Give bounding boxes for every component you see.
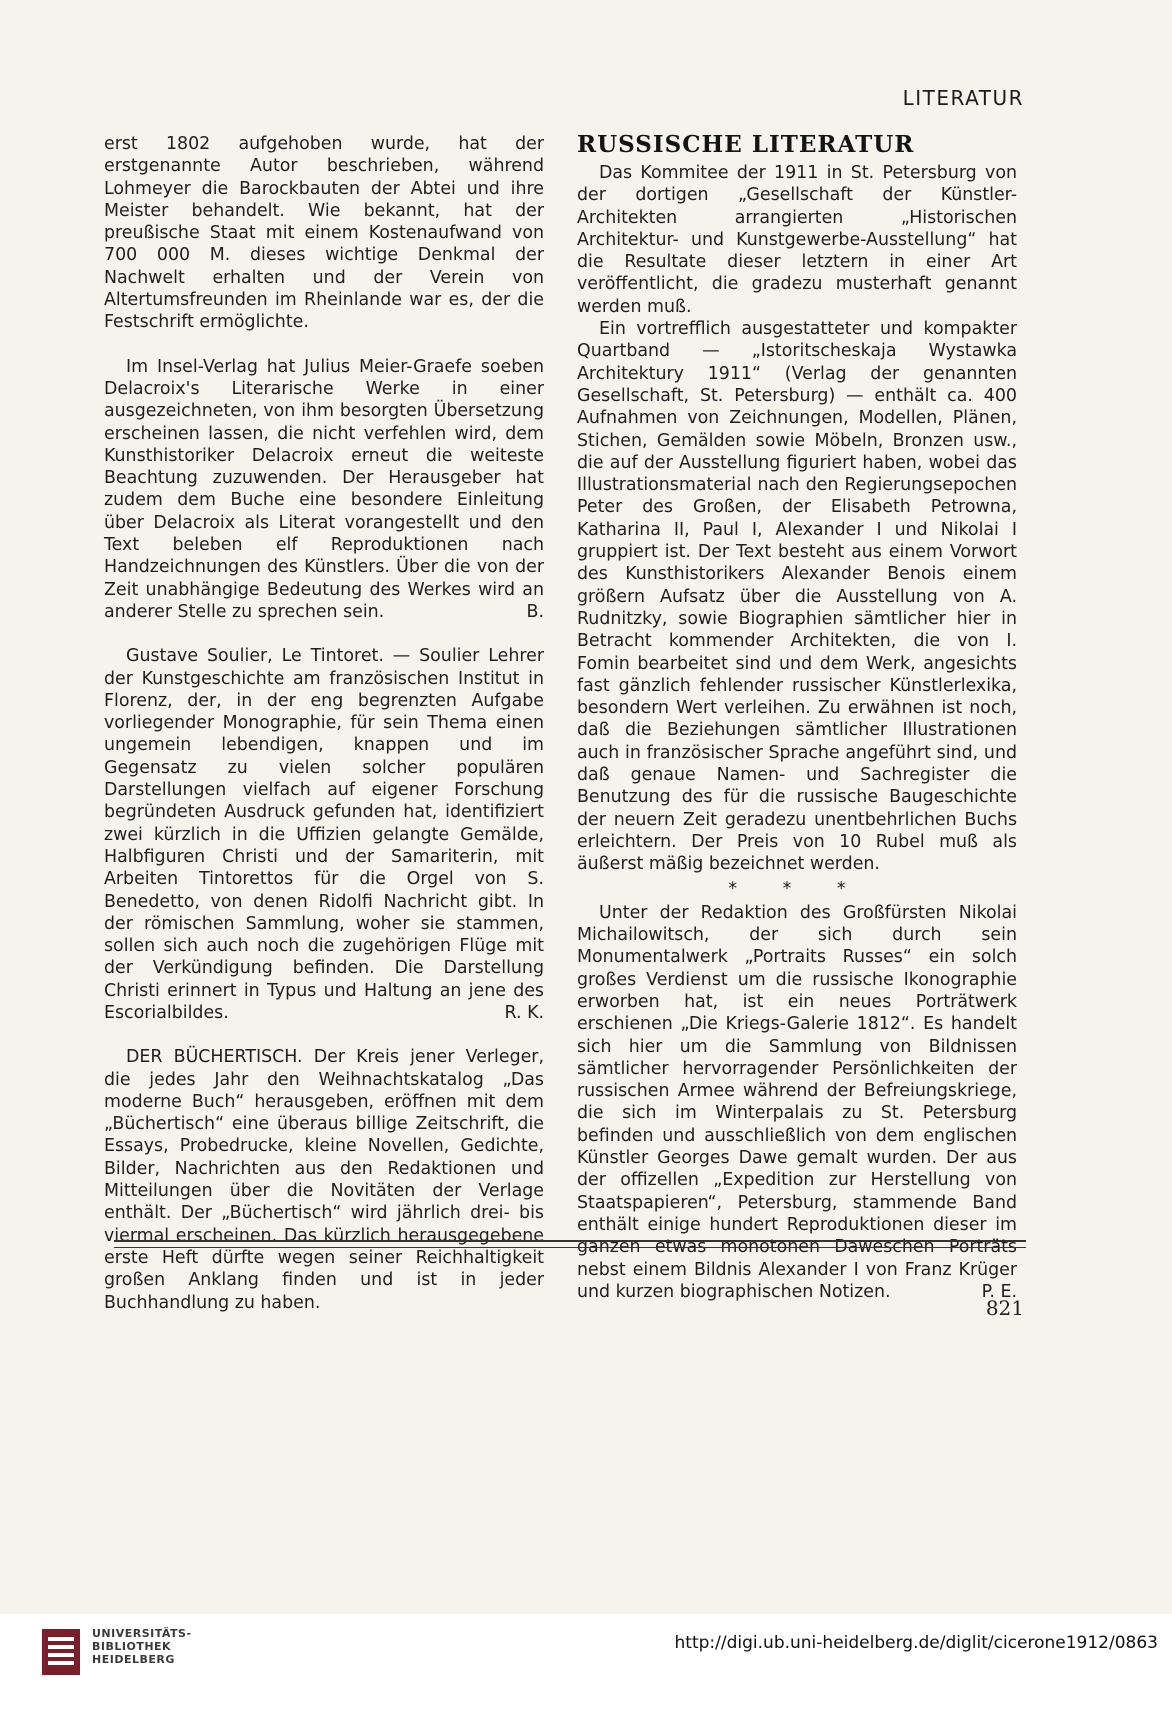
section-divider-stars: * * * bbox=[728, 878, 866, 899]
paragraph-kriegs-galerie bbox=[577, 902, 1017, 1303]
signature-pe: P. E. bbox=[981, 1281, 1017, 1302]
library-logo-icon bbox=[40, 1627, 82, 1677]
paragraph-abbey: erst 1802 aufgehoben wurde, hat der erstgenannte Autor beschrieben, während Lohmeyer die Barockbauten der Abtei und ihre Meister behandelt. Wie bekannt, hat der preußische Staat mit einem Kostenaufwand von 700 000 M. dieses wichtige Denkmal der Nachwelt erhalten und der Verein von Altertumsfreunden im Rheinlande war es, der die Festschrift ermöglichte. bbox=[104, 134, 544, 333]
footer-rule-thin bbox=[114, 1247, 1026, 1248]
institution-line-3: HEIDELBERG bbox=[92, 1653, 175, 1666]
paragraph-buechertisch: DER BÜCHERTISCH. Der Kreis jener Verleger, die jedes Jahr den Weihnachtskatalog „Das moderne Buch“ herausgeben, eröffnen mit dem „Büchertisch“ eine überaus billige Zeitschrift, die Essays, Probedrucke, kleine Novellen, Gedichte, Bilder, Nachrichten aus den Redaktionen und Mitteilungen über die Novitäten der Verlage enthält. Der „Büchertisch“ wird jährlich drei- bis viermal erscheinen. Das kürzlich herausgegebene erste Heft dürfte wegen seiner Reichhaltigkeit großen Anklang finden und ist in jeder Buchhandlung zu haben. bbox=[104, 1047, 544, 1313]
signature-b: B. bbox=[526, 601, 544, 622]
institution-line-2: BIBLIOTHEK bbox=[92, 1640, 172, 1653]
section-heading: RUSSISCHE LITERATUR bbox=[577, 131, 915, 158]
left-column bbox=[104, 133, 544, 1314]
paragraph-quartband: Ein vortrefflich ausgestatteter und kompakter Quartband — „Istoritscheskaja Wystawka Architektury 1911“ (Verlag der genannten Gesellschaft, St. Petersburg) — enthält ca. 400 Aufnahmen von Zeichnungen, Modellen, Plänen, Stichen, Gemälden sowie Möbeln, Bronzen usw., die auf der Ausstellung figuriert haben, wobei das Illustrationsmaterial nach den Regierungsepochen Peter des Großen, der Elisabeth Petrowna, Katharina II, Paul I, Alexander I und Nikolai I gruppiert ist. Der Text besteht aus einem Vorwort des Kunsthistorikers Alexander Benois einem größern Aufsatz über die Ausstellung von A. Rudnitzky, sowie Biographien sämtlicher hier in Betracht kommender Architekten, die von I. Fomin bearbeitet sind und dem Werk, angesichts fast gänzlich fehlender russischer Künstlerlexika, besondern Wert verleihen. Zu erwähnen ist noch, daß die Beziehungen sämtlicher Illustrationen auch in französischer Sprache angeführt sind, und daß genaue Namen- und Sachregister die Benutzung des für die russische Baugeschichte der neuern Zeit geradezu unentbehrlichen Buchs erleichtern. Der Preis von 10 Rubel muß als äußerst mäßig bezeichnet werden. bbox=[577, 319, 1017, 875]
institution-line-1: UNIVERSITÄTS- bbox=[92, 1627, 192, 1640]
paragraph-kriegs-galerie-text: Unter der Redaktion des Großfürsten Nikolai Michailowitsch, der sich durch sein Monumentalwerk „Portraits Russes“ ein solch großes Verdienst um die russische Ikonographie erworben hat, ist ein neues Porträtwerk erschienen „Die Kriegs-Galerie 1812“. Es handelt sich hier um die Sammlung von Bildnissen sämtlicher hervorragender Persönlichkeiten der russischen Armee während der Befreiungskriege, die sich im Winterpalais zu St. Petersburg befinden und ausschließlich von dem englischen Künstler Georges Dawe gemalt wurden. Der aus der offizellen „Expedition zur Herstellung von Staatspapieren“, Petersburg, stammende Band enthält einige hundert Reproduktionen dieser im ganzen etwas monotonen Daweschen Porträts nebst einem Bildnis Alexander I von Franz Krüger und kurzen biographischen Notizen. bbox=[577, 902, 1017, 1302]
paragraph-tintoret-text: Gustave Soulier, Le Tintoret. — Soulier Lehrer der Kunstgeschichte am französischen Institut in Florenz, der, in der eng begrenzten Aufgabe vorliegender Monographie, für sein Thema einen ungemein lebendigen, knappen und im Gegensatz zu vielen solcher populären Darstellungen vielfach auf eigener Forschung begründeten Ausdruck gefunden hat, identifiziert zwei kürzlich in die Uffizien gelangte Gemälde, Halbfiguren Christi und der Samariterin, mit Arbeiten Tintorettos für die Orgel von S. Benedetto, von denen Ridolfi Nachricht gibt. In der römischen Sammlung, woher sie stammen, sollen sich auch noch die zugehörigen Flüge mit der Verkündigung befinden. Die Darstellung Christi erinnert in Typus und Haltung an jene des Escorialbildes. bbox=[104, 646, 544, 1023]
running-head: LITERATUR bbox=[902, 86, 1024, 110]
paragraph-tintoret bbox=[104, 645, 544, 1024]
institution-name bbox=[92, 1627, 192, 1666]
paragraph-delacroix-text: Im Insel-Verlag hat Julius Meier-Graefe soeben Delacroix's Literarische Werke in einer ausgezeichneten, von ihm besorgten Übersetzung erscheinen lassen, die nicht verfehlen wird, dem Kunsthistoriker Delacroix erneut die weiteste Beachtung zuzuwenden. Der Herausgeber hat zudem dem Buche eine besondere Einleitung über Delacroix als Literat vorangestellt und den Text beleben elf Reproduktionen nach Handzeichnungen des Künstlers. Über die von der Zeit unabhängige Bedeutung des Werkes wird an anderer Stelle zu sprechen sein. bbox=[104, 356, 544, 622]
paragraph-kommitee: Das Kommitee der 1911 in St. Petersburg von der dortigen „Gesellschaft der Künstler-Architekten arrangierten „Historischen Architektur- und Kunstgewerbe-Ausstellung“ hat die Resultate dieser letztern in einer Art veröffentlicht, die gradezu musterhaft genannt werden muß. bbox=[577, 163, 1017, 317]
paragraph-delacroix bbox=[104, 356, 544, 624]
page-number: 821 bbox=[985, 1296, 1024, 1320]
signature-rk: R. K. bbox=[504, 1002, 544, 1023]
permalink-url[interactable]: http://digi.ub.uni-heidelberg.de/diglit/cicerone1912/0863 bbox=[674, 1633, 1158, 1653]
right-column bbox=[577, 130, 1017, 1303]
footer-rule-thick bbox=[114, 1240, 1026, 1242]
